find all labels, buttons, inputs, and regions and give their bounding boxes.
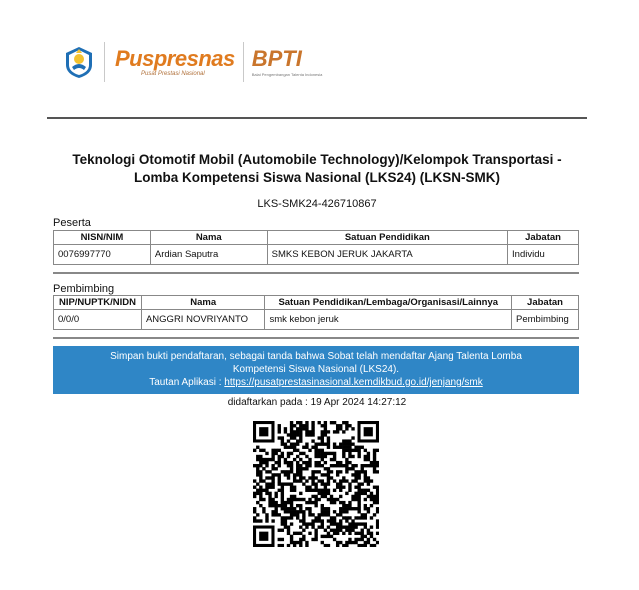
notice-text: Simpan bukti pendaftaran, sebagai tanda bahwa Sobat telah mendaftar Ajang Talenta Lomba Kompetensi Siswa Nasional (LKS24). [110, 351, 522, 375]
competition-title [47, 151, 587, 187]
pembimbing-table [53, 295, 579, 330]
logo-divider [104, 42, 105, 82]
title-line-1: Teknologi Otomotif Mobil (Automobile Technology)/Kelompok Transportasi - [72, 152, 562, 167]
cell-nama: ANGGRI NOVRIYANTO [141, 310, 265, 330]
table-row [54, 310, 579, 330]
peserta-table [53, 230, 579, 265]
col-header-nama: Nama [150, 231, 267, 245]
bpti-wordmark: BPTI [251, 45, 302, 71]
logo-divider [243, 42, 244, 82]
puspresnas-wordmark: Puspresnas [115, 45, 235, 71]
header-logos [62, 40, 322, 84]
peserta-label: Peserta [53, 217, 91, 229]
col-header-satuan: Satuan Pendidikan/Lembaga/Organisasi/Lainnya [265, 296, 512, 310]
qr-code-icon [253, 421, 379, 547]
section-divider [53, 337, 579, 339]
bpti-logo [251, 45, 323, 77]
title-line-2: Lomba Kompetensi Siswa Nasional (LKS24) (LKSN-SMK) [133, 170, 501, 185]
cell-nama: Ardian Saputra [150, 245, 267, 265]
notice-banner [53, 346, 579, 394]
bpti-subtitle: Balai Pengembangan Talenta Indonesia [251, 71, 323, 77]
pembimbing-label: Pembimbing [53, 283, 115, 295]
col-header-jabatan: Jabatan [512, 296, 579, 310]
cell-jabatan: Individu [508, 245, 579, 265]
registration-date: didaftarkan pada : 19 Apr 2024 14:27:12 [227, 397, 407, 408]
registration-number: LKS-SMK24-426710867 [257, 198, 377, 210]
puspresnas-subtitle: Pusat Prestasi Nasional [141, 70, 205, 77]
application-link[interactable]: https://pusatprestasinasional.kemdikbud.go.id/jenjang/smk [224, 377, 483, 388]
header-divider [47, 117, 587, 119]
cell-satuan: SMKS KEBON JERUK JAKARTA [267, 245, 507, 265]
section-divider [53, 272, 579, 274]
notice-link-label: Tautan Aplikasi : [149, 377, 225, 388]
table-header-row [54, 231, 579, 245]
puspresnas-logo [115, 45, 235, 77]
cell-nip: 0/0/0 [54, 310, 142, 330]
cell-nisn: 0076997770 [54, 245, 151, 265]
col-header-nama: Nama [141, 296, 265, 310]
cell-satuan: smk kebon jeruk [265, 310, 512, 330]
col-header-satuan: Satuan Pendidikan [267, 231, 507, 245]
col-header-nip: NIP/NUPTK/NIDN [54, 296, 142, 310]
cell-jabatan: Pembimbing [512, 310, 579, 330]
table-row [54, 245, 579, 265]
table-header-row [54, 296, 579, 310]
tut-wuri-handayani-logo-icon [62, 45, 96, 79]
col-header-jabatan: Jabatan [508, 231, 579, 245]
col-header-nisn: NISN/NIM [54, 231, 151, 245]
